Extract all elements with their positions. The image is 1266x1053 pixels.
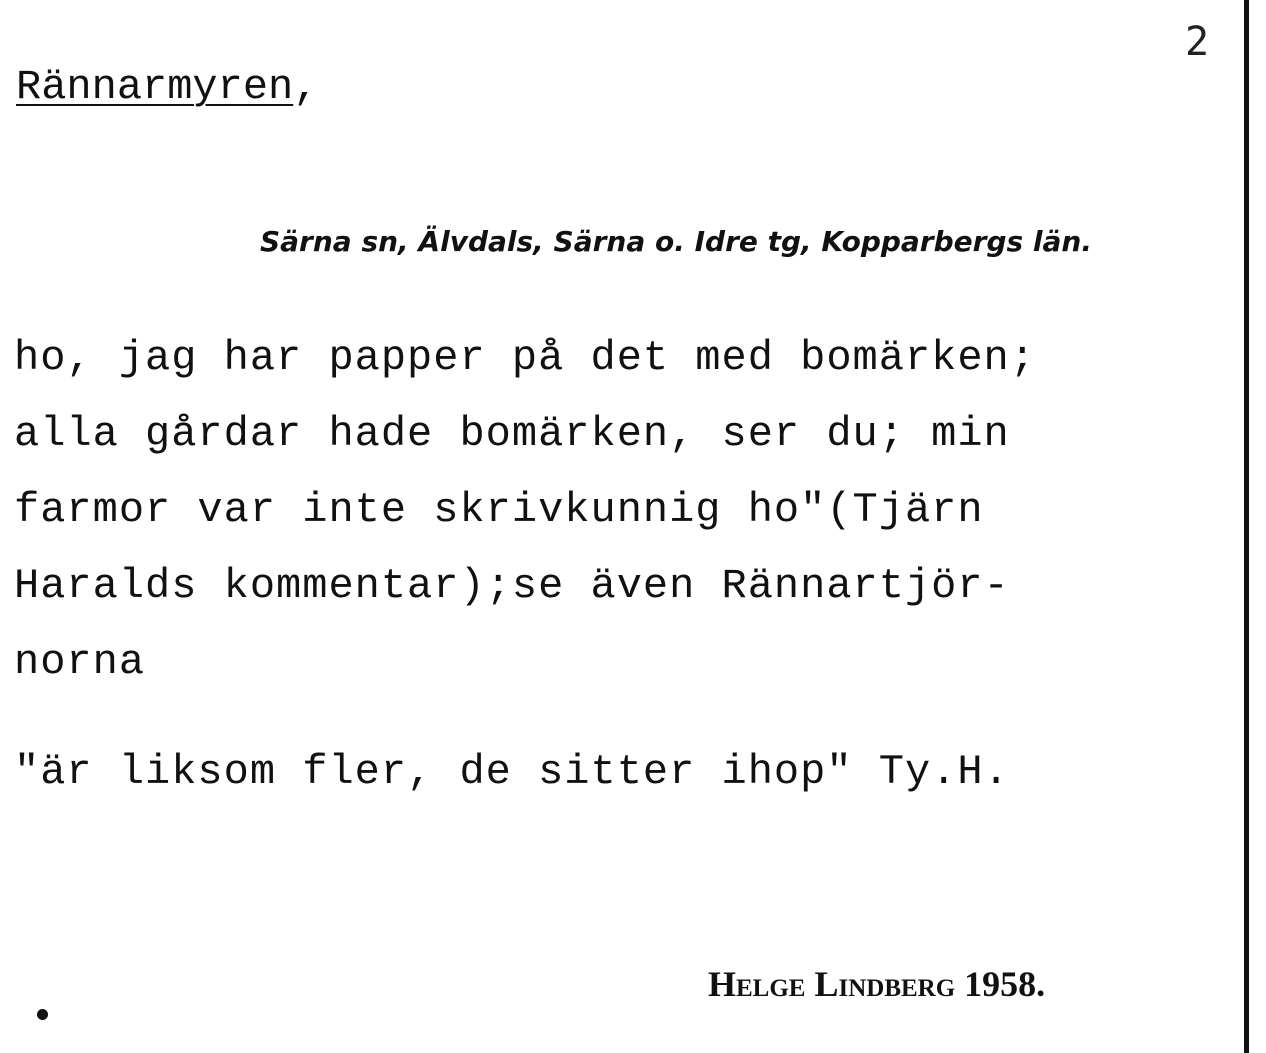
body-line: norna — [14, 638, 146, 686]
body-line: farmor var inte skrivkunnig ho"(Tjärn — [14, 486, 984, 534]
signature: Helge Lindberg 1958. — [708, 964, 1046, 1004]
headword — [16, 60, 318, 114]
card-edge-line — [1244, 0, 1249, 1053]
headword-text: Rännarmyren — [16, 63, 294, 111]
body-line: alla gårdar hade bomärken, ser du; min — [14, 410, 1010, 458]
body-line: ho, jag har papper på det med bomärken; — [14, 334, 1036, 382]
dot-mark — [37, 1009, 48, 1020]
headword-punctuation: , — [293, 63, 319, 111]
card-body-text — [14, 320, 1224, 700]
quote-line: "är liksom fler, de sitter ihop" Ty.H. — [14, 748, 1010, 796]
body-line: Haralds kommentar);se även Rännartjör- — [14, 562, 1010, 610]
location-line: Särna sn, Älvdals, Särna o. Idre tg, Kopparbergs län. — [260, 225, 1092, 258]
page-number: 2 — [1185, 19, 1210, 65]
